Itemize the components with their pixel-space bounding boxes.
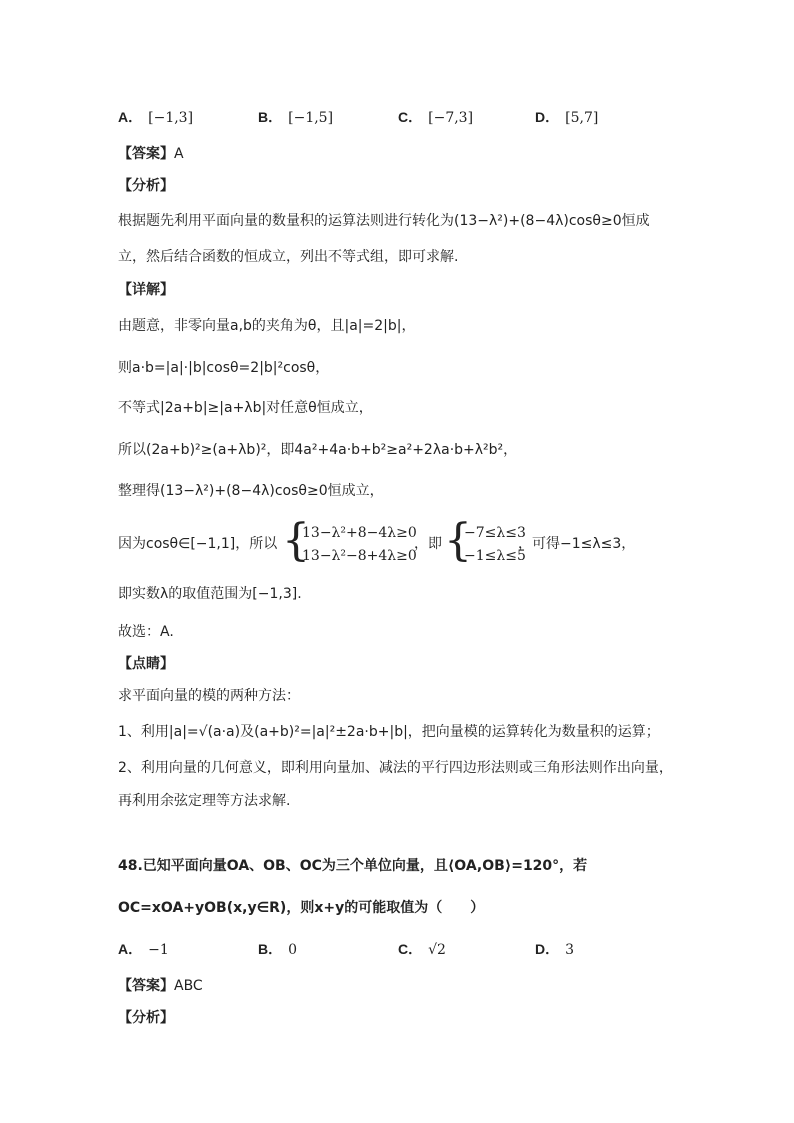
q48-option-b: B． 0 [258, 941, 298, 958]
q48-option-d: D． 3 [535, 941, 575, 958]
highlight-label: 【点睛】 [118, 656, 174, 672]
analysis2-label: 【分析】 [118, 1010, 174, 1026]
highlight-line-3: 2、利用向量的几何意义，即利用向量加、减法的平行四边形法则或三角形法则作出向量， [118, 760, 673, 776]
highlight-line-1: 求平面向量的模的两种方法： [118, 688, 300, 704]
answer-line: 【答案】A [118, 146, 184, 162]
detail-line-3: 不等式|2a+b|≥|a+λb|对任意θ恒成立， [118, 400, 373, 416]
option-a: A． [−1,3] [118, 109, 194, 126]
left-brace-icon: { [444, 515, 472, 566]
highlight-line-4: 再利用余弦定理等方法求解. [118, 793, 291, 809]
analysis-line-2: 立，然后结合函数的恒成立，列出不等式组，即可求解. [118, 249, 459, 265]
highlight-line-2: 1、利用|a|=√(a·a)及(a+b)²=|a|²±2a·b+|b|，把向量模的运算转化为数量积的运算； [118, 724, 660, 740]
answer2-line: 【答案】ABC [118, 978, 203, 994]
option-d: D． [5,7] [535, 109, 599, 126]
option-b: B． [−1,5] [258, 109, 334, 126]
detail-line-1: 由题意，非零向量a,b的夹角为θ，且|a|=2|b|， [118, 318, 416, 334]
option-c: C． [−7,3] [398, 109, 474, 126]
q48-stem-line-1: 48.已知平面向量OA、OB、OC为三个单位向量，且⟨OA,OB⟩=120°，若 [118, 858, 588, 874]
left-brace-icon: { [282, 515, 310, 566]
detail-line-4: 所以(2a+b)²≥(a+λb)²，即4a²+4a·b+b²≥a²+2λa·b+λ²b²， [118, 442, 518, 458]
detail-line-2: 则a·b=|a|·|b|cosθ=2|b|²cosθ， [118, 360, 330, 376]
analysis-label: 【分析】 [118, 178, 174, 194]
analysis-line-1: 根据题先利用平面向量的数量积的运算法则进行转化为(13−λ²)+(8−4λ)cosθ≥0恒成 [118, 213, 650, 229]
q48-option-c: C． √2 [398, 941, 446, 958]
q48-option-a: A． −1 [118, 941, 169, 958]
range-line: 即实数λ的取值范围为[−1,3]. [118, 586, 302, 602]
detail-line-5: 整理得(13−λ²)+(8−4λ)cosθ≥0恒成立， [118, 483, 384, 499]
choose-line: 故选：A. [118, 624, 174, 640]
detail-label: 【详解】 [118, 282, 174, 298]
q48-stem-line-2: OC=xOA+yOB(x,y∈R)，则x+y的可能取值为（ ） [118, 900, 485, 916]
